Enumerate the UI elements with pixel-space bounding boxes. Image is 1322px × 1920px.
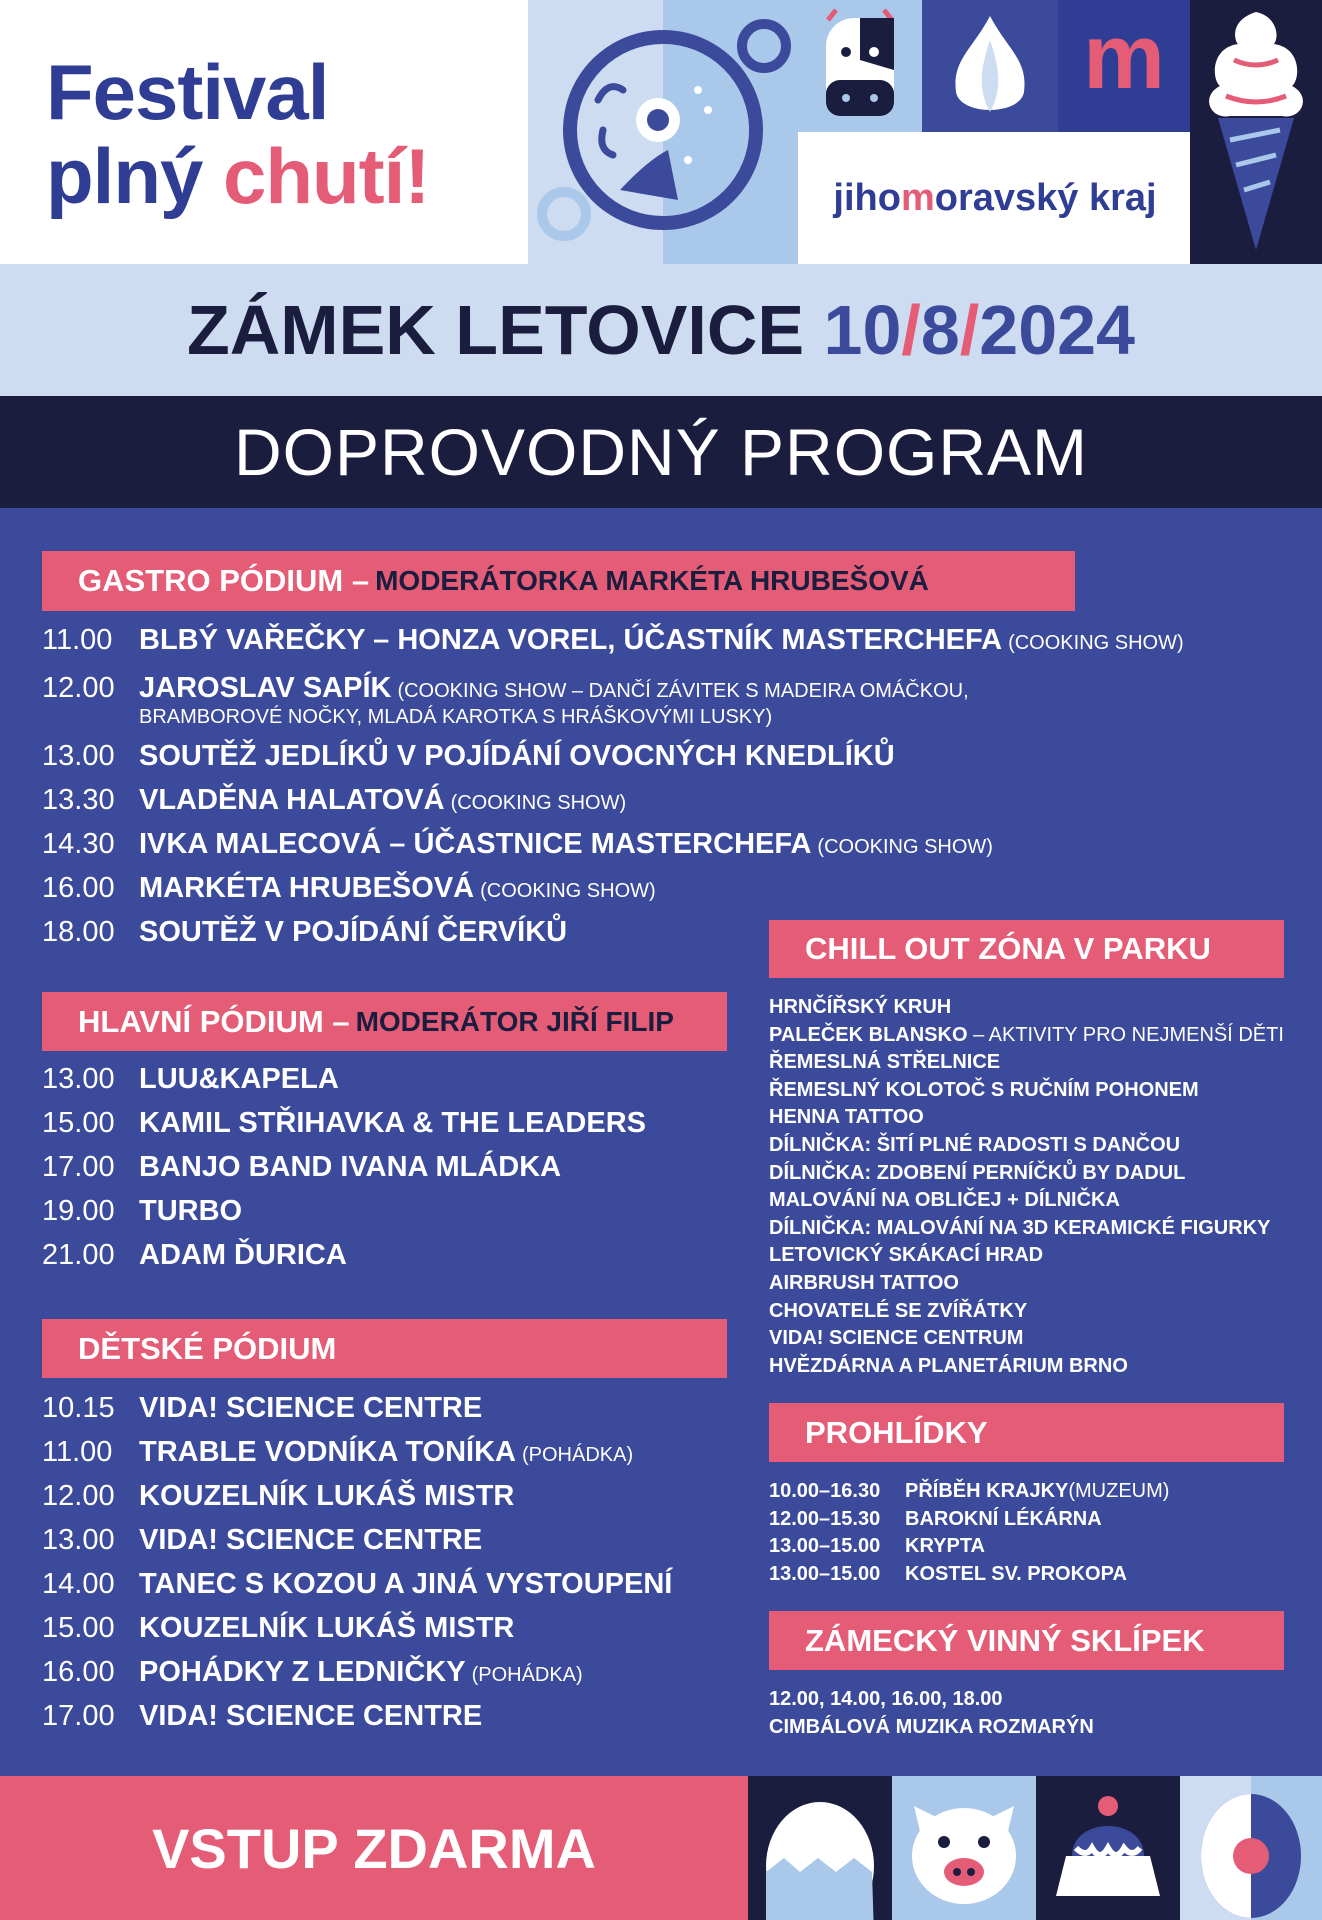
main-stage-row bbox=[42, 1151, 646, 1195]
tour-name: KRYPTA bbox=[905, 1535, 985, 1558]
kids-row bbox=[42, 1436, 672, 1480]
gastro-moderator: MODERÁTORKA MARKÉTA HRUBEŠOVÁ bbox=[375, 565, 929, 596]
row-time: 14.30 bbox=[42, 828, 115, 860]
row-name: BLBÝ VAŘEČKY – HONZA VOREL, ÚČASTNÍK MASTERCHEFA bbox=[139, 624, 1003, 656]
row-time: 13.00 bbox=[42, 1063, 115, 1095]
row-time: 13.30 bbox=[42, 784, 115, 816]
pig-icon bbox=[892, 1776, 1036, 1920]
tour-row bbox=[769, 1478, 1169, 1506]
region-m-letter: m bbox=[1083, 6, 1165, 108]
gastro-stage-heading bbox=[42, 551, 1075, 611]
kids-heading-text: DĚTSKÉ PÓDIUM bbox=[78, 1330, 337, 1366]
item-name: ŘEMESLNÁ STŘELNICE bbox=[769, 1051, 1001, 1074]
wine-cellar-info bbox=[769, 1686, 1094, 1741]
tours-heading bbox=[769, 1403, 1284, 1462]
region-m-logo bbox=[1058, 0, 1190, 132]
tour-row bbox=[769, 1506, 1169, 1534]
row-name: IVKA MALECOVÁ – ÚČASTNICE MASTERCHEFA bbox=[139, 828, 812, 860]
kids-row bbox=[42, 1656, 672, 1700]
event-title bbox=[187, 290, 1135, 370]
row-note: (COOKING SHOW) bbox=[450, 792, 627, 814]
main-stage-row bbox=[42, 1063, 646, 1107]
list-item bbox=[769, 1049, 1284, 1077]
row-time: 11.00 bbox=[42, 624, 113, 656]
list-item bbox=[769, 1132, 1284, 1160]
kids-stage-schedule bbox=[42, 1392, 672, 1744]
venue-name: ZÁMEK LETOVICE bbox=[187, 291, 805, 369]
row-time: 15.00 bbox=[42, 1612, 115, 1644]
tour-note: (MUZEUM) bbox=[1068, 1480, 1170, 1502]
decor-icon bbox=[1180, 1776, 1322, 1920]
list-item bbox=[769, 1325, 1284, 1353]
kids-row bbox=[42, 1568, 672, 1612]
date-month: 8 bbox=[920, 291, 960, 369]
pan-illustration bbox=[528, 0, 798, 264]
row-name: SOUTĚŽ JEDLÍKŮ V POJÍDÁNÍ OVOCNÝCH KNEDLÍKŮ bbox=[139, 740, 895, 772]
row-name: POHÁDKY Z LEDNIČKY bbox=[139, 1656, 466, 1688]
program-title: DOPROVODNÝ PROGRAM bbox=[233, 415, 1089, 489]
row-time: 15.00 bbox=[42, 1107, 115, 1139]
list-item bbox=[769, 994, 1284, 1022]
item-name: LETOVICKÝ SKÁKACÍ HRAD bbox=[769, 1244, 1044, 1267]
list-item bbox=[769, 1215, 1284, 1243]
item-name: CHOVATELÉ SE ZVÍŘÁTKY bbox=[769, 1299, 1028, 1322]
row-time: 14.00 bbox=[42, 1568, 115, 1600]
row-time: 21.00 bbox=[42, 1239, 115, 1271]
row-time: 12.00 bbox=[42, 1480, 115, 1512]
gastro-row bbox=[42, 784, 1239, 828]
list-item bbox=[769, 1242, 1284, 1270]
tour-name: PŘÍBĚH KRAJKY bbox=[905, 1480, 1069, 1502]
main-stage-heading-text: HLAVNÍ PÓDIUM – bbox=[78, 1003, 350, 1039]
wine-times: 12.00, 14.00, 16.00, 18.00 bbox=[769, 1688, 1003, 1710]
item-name: HRNČÍŘSKÝ KRUH bbox=[769, 996, 952, 1018]
row-time: 11.00 bbox=[42, 1436, 113, 1468]
row-time: 16.00 bbox=[42, 1656, 115, 1688]
row-name: TRABLE VODNÍKA TONÍKA bbox=[139, 1436, 516, 1468]
row-name: BANJO BAND IVANA MLÁDKA bbox=[139, 1151, 562, 1183]
egg-icon bbox=[748, 1776, 892, 1920]
event-title-band bbox=[0, 264, 1322, 396]
main-stage-schedule bbox=[42, 1063, 646, 1283]
row-note: (COOKING SHOW) bbox=[1008, 632, 1184, 654]
tour-name: KOSTEL SV. PROKOPA bbox=[905, 1562, 1127, 1585]
list-item bbox=[769, 1270, 1284, 1298]
event-date bbox=[824, 291, 1135, 369]
item-name: DÍLNIČKA: MALOVÁNÍ NA 3D KERAMICKÉ FIGURKY bbox=[769, 1216, 1271, 1239]
row-time: 19.00 bbox=[42, 1195, 115, 1227]
logo-line2-b: chutí! bbox=[223, 132, 430, 220]
row-name: KOUZELNÍK LUKÁŠ MISTR bbox=[139, 1480, 515, 1512]
row-time: 17.00 bbox=[42, 1700, 115, 1732]
ice-cream-icon bbox=[1190, 0, 1322, 264]
item-name: HENNA TATTOO bbox=[769, 1106, 924, 1129]
program-title-band bbox=[0, 396, 1322, 508]
chill-heading-text: CHILL OUT ZÓNA V PARKU bbox=[805, 931, 1211, 966]
date-slash-2: / bbox=[959, 291, 980, 369]
region-name-c: oravský kraj bbox=[934, 176, 1157, 219]
gastro-row bbox=[42, 828, 1239, 872]
row-name: VIDA! SCIENCE CENTRE bbox=[139, 1700, 483, 1732]
row-name: VIDA! SCIENCE CENTRE bbox=[139, 1524, 483, 1556]
free-entry-text: VSTUP ZDARMA bbox=[152, 1816, 596, 1880]
kids-row bbox=[42, 1700, 672, 1744]
row-name: VLADĚNA HALATOVÁ bbox=[139, 784, 445, 816]
wine-band: CIMBÁLOVÁ MUZIKA ROZMARÝN bbox=[769, 1715, 1094, 1738]
main-stage-moderator: MODERÁTOR JIŘÍ FILIP bbox=[355, 1005, 674, 1037]
logo-line2-a: plný bbox=[46, 132, 203, 220]
row-note: (COOKING SHOW) bbox=[817, 836, 993, 858]
item-extra: – AKTIVITY PRO NEJMENŠÍ DĚTI bbox=[967, 1023, 1284, 1046]
date-slash-1: / bbox=[901, 291, 921, 369]
tour-time: 13.00–15.00 bbox=[769, 1562, 881, 1585]
row-name: ADAM ĎURICA bbox=[139, 1239, 347, 1271]
row-name: KOUZELNÍK LUKÁŠ MISTR bbox=[139, 1612, 515, 1644]
kids-row bbox=[42, 1524, 672, 1568]
row-time: 18.00 bbox=[42, 916, 115, 948]
list-item bbox=[769, 1353, 1284, 1381]
gastro-row bbox=[42, 668, 1239, 740]
row-time: 12.00 bbox=[42, 672, 115, 704]
list-item bbox=[769, 1187, 1284, 1215]
chill-out-heading bbox=[769, 920, 1284, 978]
wine-cellar-heading bbox=[769, 1611, 1284, 1670]
item-name: ŘEMESLNÝ KOLOTOČ S RUČNÍM POHONEM bbox=[769, 1078, 1199, 1101]
list-item bbox=[769, 1077, 1284, 1105]
row-time: 16.00 bbox=[42, 872, 115, 904]
item-name: PALEČEK BLANSKO bbox=[769, 1023, 968, 1046]
item-name: DÍLNIČKA: ŠITÍ PLNÉ RADOSTI S DANČOU bbox=[769, 1133, 1181, 1156]
tour-name: BAROKNÍ LÉKÁRNA bbox=[905, 1507, 1102, 1530]
tours-list bbox=[769, 1478, 1169, 1588]
row-name: VIDA! SCIENCE CENTRE bbox=[139, 1392, 483, 1424]
gastro-row bbox=[42, 624, 1239, 668]
date-day: 10 bbox=[823, 291, 902, 369]
item-name: HVĚZDÁRNA A PLANETÁRIUM BRNO bbox=[769, 1354, 1128, 1377]
main-stage-row bbox=[42, 1239, 646, 1283]
item-name: VIDA! SCIENCE CENTRUM bbox=[769, 1327, 1024, 1350]
kids-row bbox=[42, 1612, 672, 1656]
list-item bbox=[769, 1104, 1284, 1132]
row-name: KAMIL STŘIHAVKA & THE LEADERS bbox=[139, 1107, 646, 1139]
row-note: (COOKING SHOW) bbox=[480, 880, 656, 902]
row-note: (POHÁDKA) bbox=[522, 1444, 634, 1466]
tours-heading-text: PROHLÍDKY bbox=[805, 1414, 988, 1450]
row-time: 13.00 bbox=[42, 740, 115, 772]
kids-row bbox=[42, 1392, 672, 1436]
region-name-a: jiho bbox=[833, 176, 901, 219]
list-item bbox=[769, 1298, 1284, 1326]
logo-line1: Festival bbox=[46, 48, 329, 136]
garlic-icon bbox=[922, 0, 1058, 132]
gastro-schedule bbox=[42, 624, 1239, 960]
region-name bbox=[800, 132, 1190, 264]
row-time: 10.15 bbox=[42, 1392, 115, 1424]
chill-out-list bbox=[769, 994, 1284, 1380]
row-wrap bbox=[139, 668, 1239, 730]
row-time: 13.00 bbox=[42, 1524, 115, 1556]
row-name: MARKÉTA HRUBEŠOVÁ bbox=[139, 872, 475, 904]
kids-stage-heading bbox=[42, 1319, 727, 1378]
tour-time: 12.00–15.30 bbox=[769, 1507, 881, 1530]
row-name: SOUTĚŽ V POJÍDÁNÍ ČERVÍKŮ bbox=[139, 916, 568, 948]
row-name: TANEC S KOZOU A JINÁ VYSTOUPENÍ bbox=[139, 1568, 673, 1600]
row-name: TURBO bbox=[139, 1195, 243, 1227]
tour-time: 13.00–15.00 bbox=[769, 1535, 881, 1558]
tour-row bbox=[769, 1561, 1169, 1589]
kids-row bbox=[42, 1480, 672, 1524]
row-note: (COOKING SHOW – DANČÍ ZÁVITEK S MADEIRA OMÁČKOU, bbox=[397, 680, 969, 702]
row-note: (POHÁDKA) bbox=[471, 1664, 583, 1686]
main-stage-row bbox=[42, 1195, 646, 1239]
festival-logo bbox=[46, 50, 429, 218]
list-item bbox=[769, 1022, 1284, 1050]
row-time: 17.00 bbox=[42, 1151, 115, 1183]
header bbox=[0, 0, 1322, 264]
main-stage-row bbox=[42, 1107, 646, 1151]
wine-heading-text: ZÁMECKÝ VINNÝ SKLÍPEK bbox=[805, 1622, 1205, 1658]
tour-time: 10.00–16.30 bbox=[769, 1480, 881, 1502]
row-note-line2: BRAMBOROVÉ NOČKY, MLADÁ KAROTKA S HRÁŠKOVÝMI LUSKY) bbox=[139, 706, 773, 728]
cake-icon bbox=[1036, 1776, 1180, 1920]
gastro-row bbox=[42, 740, 1239, 784]
free-entry-banner bbox=[0, 1776, 748, 1920]
item-name: MALOVÁNÍ NA OBLIČEJ + DÍLNIČKA bbox=[769, 1189, 1120, 1212]
date-year: 2024 bbox=[979, 291, 1135, 369]
gastro-row bbox=[42, 872, 1239, 916]
tour-row bbox=[769, 1533, 1169, 1561]
list-item bbox=[769, 1160, 1284, 1188]
region-name-b: m bbox=[900, 176, 935, 219]
item-name: DÍLNIČKA: ZDOBENÍ PERNÍČKŮ BY DADUL bbox=[769, 1161, 1186, 1184]
item-name: AIRBRUSH TATTOO bbox=[769, 1271, 959, 1294]
gastro-heading-text: GASTRO PÓDIUM – bbox=[78, 563, 370, 598]
cow-icon bbox=[798, 0, 922, 132]
main-stage-heading bbox=[42, 992, 727, 1051]
row-name: LUU&KAPELA bbox=[139, 1063, 339, 1095]
row-name: JAROSLAV SAPÍK bbox=[139, 672, 392, 704]
